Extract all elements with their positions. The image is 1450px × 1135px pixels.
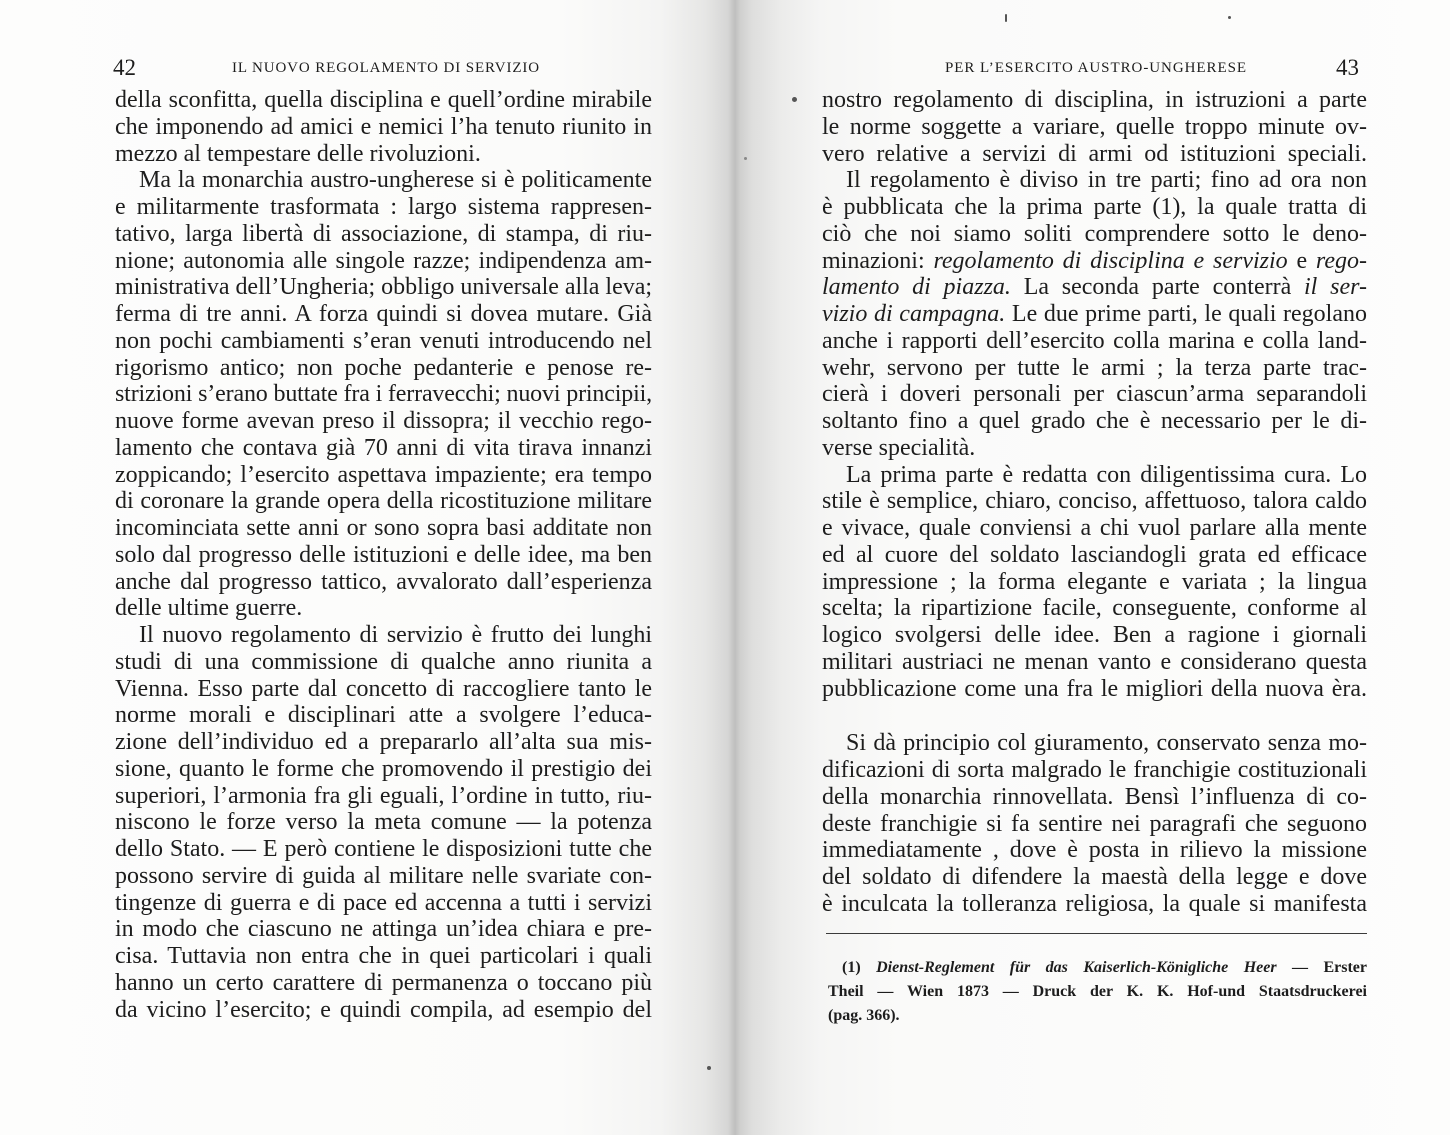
line-content (822, 301, 1367, 327)
line-content: studi di una commissione di qualche anno riunita a (115, 648, 652, 675)
line-content: è pubblicata che la prima parte (1), la quale tratta di (822, 194, 1367, 220)
text-line (822, 167, 1367, 194)
text-line (115, 783, 652, 810)
line-content: verse specialità. (822, 434, 976, 461)
text-line (822, 87, 1367, 114)
line-content: Theil — Wien 1873 — Druck der K. K. Hof-und Staatsdruckerei (828, 983, 1367, 1000)
text-run: e (1287, 247, 1316, 274)
footnote-rule (826, 933, 1367, 934)
text-line (115, 569, 652, 596)
line-content: tingenze di guerra e di pace ed accenna a tutti i servizi (115, 889, 652, 916)
text-line (115, 729, 652, 756)
right-page (725, 0, 1450, 1135)
line-content: è inculcata la tolleranza religiosa, la quale si manifesta (822, 890, 1367, 917)
paragraph (822, 87, 1367, 167)
line-content: ed al cuore del soldato lasciandogli grata ed efficace (822, 541, 1367, 568)
scan-speck (707, 1066, 711, 1070)
text-line (115, 355, 652, 382)
text-line (822, 488, 1367, 515)
line-content: Il regolamento è diviso in tre parti; fino ad ora non (846, 167, 1367, 194)
text-line (115, 301, 652, 328)
text-line (115, 970, 652, 997)
line-content: cisa. Tuttavia non entra che in quei particolari i quali (115, 943, 652, 969)
line-content: solo dal progresso delle istituzioni e delle idee, ma ben (115, 541, 652, 568)
running-head (945, 59, 1247, 77)
scan-speck (792, 97, 797, 102)
text-line (115, 943, 652, 970)
text-line (822, 757, 1367, 784)
text-line (115, 863, 652, 890)
line-content: La prima parte è redatta con diligentissima cura. Lo (846, 461, 1367, 488)
line-content: stile è semplice, chiaro, conciso, affettuoso, talora caldo (822, 488, 1367, 515)
text-run: — Erster (1276, 959, 1368, 976)
paragraph (822, 462, 1367, 703)
text-line (822, 141, 1367, 168)
line-content: zoppicando; l’esercito aspettava impaziente; era tempo (115, 461, 652, 488)
text-line (822, 730, 1367, 757)
line-content: del soldato di difendere la maestà della legge e dove (822, 864, 1367, 890)
line-content: superiori, l’armonia fra gli eguali, l’ordine in tutto, riu- (115, 782, 652, 809)
text-line (115, 435, 652, 462)
text-line (822, 408, 1367, 435)
line-content: niscono le forze verso la meta comune — la potenza (115, 809, 652, 836)
line-content: e vivace, quale conviensi a chi vuol parlare alla mente (822, 515, 1367, 541)
italic-run: il ser- (1304, 274, 1367, 301)
text-line (822, 784, 1367, 811)
line-content: lamento che contava già 70 anni di vita tirava innanzi (115, 434, 652, 461)
line-content: Ma la monarchia austro-ungherese si è politicamente (139, 167, 652, 194)
text-body (822, 87, 1367, 918)
line-content: ministrativa dell’Ungheria; obbligo universale alla leva; (115, 274, 652, 301)
text-line (115, 408, 652, 435)
line-content: della monarchia rinnovellata. Bensì l’influenza di co- (822, 783, 1367, 810)
text-line (115, 836, 652, 863)
line-content (822, 274, 1367, 300)
text-line (822, 542, 1367, 569)
line-content: mezzo al tempestare delle rivoluzioni. (115, 140, 481, 167)
scan-speck (744, 157, 747, 160)
text-line (115, 167, 652, 194)
paragraph (115, 622, 652, 1023)
italic-run: vizio di campagna. (822, 301, 1006, 327)
text-line (115, 462, 652, 489)
text-run: La seconda parte conterrà (1010, 274, 1305, 301)
text-line (822, 114, 1367, 141)
text-line (115, 649, 652, 676)
footnote-paragraph (828, 956, 1367, 1028)
line-content: tativo, larga libertà di associazione, di stampa, di riu- (115, 220, 652, 247)
text-line (822, 355, 1367, 382)
text-line (822, 864, 1367, 891)
running-head-text: PER L’ESERCITO AUSTRO-UNGHERESE (945, 60, 1247, 76)
text-line (115, 756, 652, 783)
text-line (822, 435, 1367, 462)
footnote (828, 956, 1367, 1028)
page-number: 42 (113, 55, 136, 80)
line-content: deste franchigie si fa sentire nei paragrafi che seguono (822, 810, 1367, 837)
line-content: militari austriaci ne menan vanto e considerano questa (822, 648, 1367, 675)
italic-run: rego- (1315, 247, 1367, 274)
text-line (115, 595, 652, 622)
text-line (115, 916, 652, 943)
line-content: nuove forme avevan preso il dissopra; il vecchio rego- (115, 408, 652, 434)
line-content: da vicino l’esercito; e quindi compila, ad esempio del (115, 996, 652, 1023)
line-content: incominciata sette anni or sono sopra basi additate non (115, 515, 652, 541)
line-content: in modo che ciascuno ne attinga un’idea chiara e pre- (115, 916, 652, 943)
text-line (115, 890, 652, 917)
text-line (822, 569, 1367, 596)
text-line (822, 649, 1367, 676)
text-line (822, 221, 1367, 248)
line-content: le norme soggette a variare, quelle troppo minute ov- (822, 113, 1367, 140)
text-line (115, 328, 652, 355)
text-run: Le due prime parti, le quali regolano (1005, 301, 1368, 327)
line-content: norme morali e disciplinari atte a svolgere l’educa- (115, 702, 652, 729)
line-content: Il nuovo regolamento di servizio è frutto dei lunghi (139, 622, 652, 648)
line-content: logico svolgersi delle idee. Ben a ragione i giornali (822, 622, 1367, 648)
text-line (115, 515, 652, 542)
text-line (115, 622, 652, 649)
italic-run: Dienst-Reglement für das Kaiserlich-Königliche Heer (876, 959, 1277, 976)
running-head-text: IL NUOVO REGOLAMENTO DI SERVIZIO (232, 60, 540, 76)
line-content: e militarmente trasformata : largo sistema rappresen- (115, 194, 652, 220)
line-content: zione dell’individuo ed a prepararlo all’alta sua mis- (115, 729, 652, 755)
line-content: ciò che noi siamo soliti comprendere sotto le deno- (822, 220, 1367, 247)
line-content: anche dal progresso tattico, avvalorato dall’esperienza (115, 568, 652, 595)
line-content: della sconfitta, quella disciplina e quell’ordine mirabile (115, 87, 652, 113)
text-line (115, 87, 652, 114)
line-content (842, 959, 1367, 976)
text-line (115, 702, 652, 729)
line-content: pubblicazione come una fra le migliori della nuova èra. (822, 675, 1367, 702)
text-line (822, 837, 1367, 864)
line-content: Vienna. Esso parte dal concetto di raccogliere tanto le (115, 675, 652, 702)
text-line (822, 622, 1367, 649)
text-line (822, 301, 1367, 328)
paragraph (822, 730, 1367, 917)
line-content: vero relative a servizi di armi od istituzioni speciali. (822, 140, 1367, 167)
text-line (115, 221, 652, 248)
text-line (115, 997, 652, 1024)
footnote-line (828, 980, 1367, 1004)
paragraph (822, 167, 1367, 461)
text-line (822, 328, 1367, 355)
italic-run: lamento di piazza. (822, 274, 1011, 301)
text-line (115, 542, 652, 569)
line-content: cierà i doveri personali per ciascun’arma separandoli (822, 381, 1367, 408)
line-content: (pag. 366). (828, 1007, 900, 1024)
scan-speck (1005, 14, 1007, 22)
line-content: hanno un certo carattere di permanenza o toccano più (115, 969, 652, 996)
text-line (115, 141, 652, 168)
page-number: 43 (1336, 55, 1359, 80)
line-content: rigorismo antico; non poche pedanterie e penose re- (115, 354, 652, 381)
line-content: Si dà principio col giuramento, conservato senza mo- (846, 730, 1367, 757)
line-content: nione; autonomia alle singole razze; indipendenza am- (115, 247, 652, 274)
text-line (822, 676, 1367, 703)
italic-run: regolamento di disciplina e servizio (933, 247, 1288, 274)
text-line (822, 811, 1367, 838)
line-content: strizioni s’erano buttate fra i ferravecchi; nuovi principii, (115, 381, 652, 408)
text-line (822, 248, 1367, 275)
text-line (115, 114, 652, 141)
footnote-line (828, 956, 1367, 980)
line-content: non pochi cambiamenti s’eran venuti introducendo nel (115, 327, 652, 354)
line-content: che imponendo ad amici e nemici l’ha tenuto riunito in (115, 113, 652, 140)
line-content: delle ultime guerre. (115, 595, 303, 622)
paragraph (115, 87, 652, 167)
line-content: dello Stato. — E però contiene le disposizioni tutte che (115, 836, 652, 862)
text-line (115, 676, 652, 703)
text-line (115, 248, 652, 275)
text-line (822, 462, 1367, 489)
line-content: anche i rapporti dell’esercito colla marina e colla land- (822, 327, 1367, 354)
line-content: sione, quanto le forme che promovendo il prestigio dei (115, 755, 652, 782)
line-content: wehr, servono per tutte le armi ; la terza parte trac- (822, 354, 1367, 381)
text-line (115, 194, 652, 221)
text-line (822, 891, 1367, 918)
text-line (115, 488, 652, 515)
paragraph (115, 167, 652, 622)
text-line (822, 381, 1367, 408)
text-line (822, 274, 1367, 301)
text-body (115, 87, 652, 1023)
line-content: soltanto fino a quel grado che è necessario per le di- (822, 408, 1367, 434)
text-line (115, 809, 652, 836)
footnote-line (828, 1004, 1367, 1028)
line-content: scelta; la ripartizione facile, conseguente, conforme al (822, 595, 1367, 622)
text-line (115, 274, 652, 301)
line-content: dificazioni di sorta malgrado le franchigie costituzionali (822, 757, 1367, 783)
text-run: (1) (842, 959, 877, 976)
line-content: nostro regolamento di disciplina, in istruzioni a parte (822, 87, 1367, 113)
line-content: di coronare la grande opera della ricostituzione militare (115, 488, 652, 515)
scan-speck (1228, 16, 1231, 19)
line-content: ferma di tre anni. A forza quindi si dovea mutare. Già (115, 301, 652, 327)
running-head (232, 59, 540, 77)
text-line (822, 595, 1367, 622)
text-line (822, 515, 1367, 542)
text-line (822, 194, 1367, 221)
text-run: minazioni: (822, 247, 934, 274)
line-content: possono servire di guida al militare nelle svariate con- (115, 862, 652, 889)
line-content: impressione ; la forma elegante e variata ; la lingua (822, 568, 1367, 595)
line-content: immediatamente , dove è posta in rilievo la missione (822, 837, 1367, 864)
line-content (822, 248, 1367, 274)
text-line (115, 381, 652, 408)
